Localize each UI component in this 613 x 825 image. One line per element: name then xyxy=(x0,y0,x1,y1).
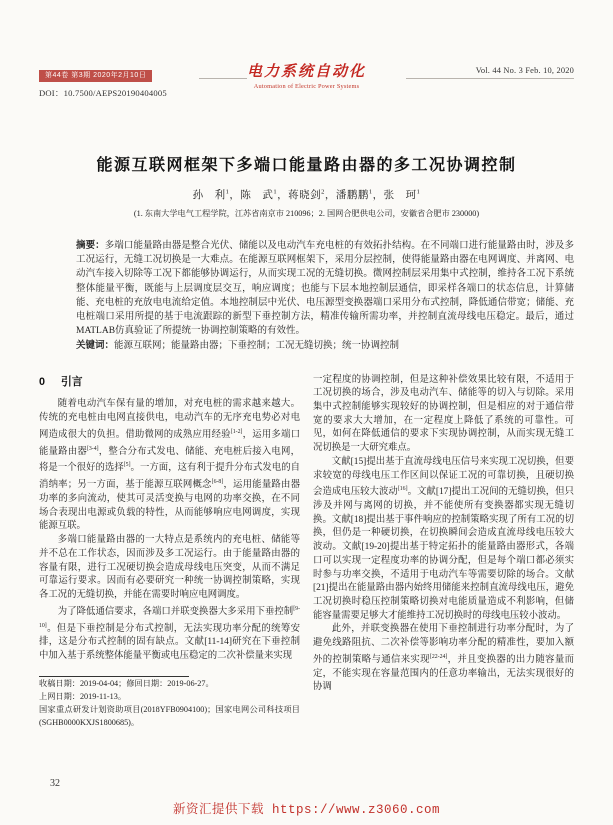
volume-info: Vol. 44 No. 3 Feb. 10, 2020 xyxy=(475,66,574,75)
body-paragraph: 文献[15]提出基于直流母线电压信号来实现工况切换，但要求较宽的母线电压工作区间以保证工况的可靠切换，且硬切换会造成电压较大波动[16]。文献[17]提出工况间的无缝切换，但只涉及并网与离网的切换，并不能使所有变换器都实现无缝切换。文献[18]提出基于事件响应的控制策略实现了所有工况的切换，但仍是一种硬切换，在切换瞬间会造成直流母线电压较大波动。文献[19-20]提出基于特定拓扑的能量路由器形式，各端口可以实现一定程度功率的协调分配，但是每个端口都必须实时参与功率交换，不适用于电动汽车等需要切除的场合。文献[21]提出在能量路由器内始终用储能来控制直流母线电压，避免工况切换时稳压控制策略切换对电能质量造成不利影响，但储能容量需要足够大才能维持工况切换时的母线电压较小波动。 xyxy=(313,456,574,621)
body-paragraph: 此外，并联变换器在使用下垂控制进行功率分配时，为了避免线路阻抗、二次补偿等影响功率分配的精准性，要加入额外的控制策略与通信来实现[22-24]，并且变换器的出力随容量而定，不能实现在容量范围内的任意功率输出，无法实现很好的协调 xyxy=(313,624,574,693)
abstract-label: 摘要： xyxy=(76,240,105,251)
abstract-block xyxy=(76,239,574,338)
body-paragraph: 一定程度的协调控制，但是这种补偿效果比较有限，不适用于工况切换的场合，涉及电动汽车、储能等的切入与切除。采用集中式控制能够实现较好的协调控制，但是相应的对于通信带宽的要求大大增加，在一定程度上降低了系统的可靠性。可见，如何在降低通信的要求下实现协调控制，从而实现无缝工况切换是一大研究难点。 xyxy=(313,374,574,454)
authors-line: 孙 利$^1$，陈 武$^1$，蒋晓剑$^2$，潘鹏鹏$^1$，张 珂$^1$ xyxy=(192,188,421,201)
section-heading-introduction xyxy=(39,376,300,390)
affiliation-line: (1. 东南大学电气工程学院，江苏省南京市 210096；2. 国网合肥供电公司，安徽省合肥市 230000) xyxy=(133,209,480,218)
page-number: 32 xyxy=(50,778,60,789)
header-rule-left xyxy=(199,78,247,79)
abstract-text: 多端口能量路由器是整合光伏、储能以及电动汽车充电桩的有效拓扑结构。在不同端口进行能量路由时，涉及多工况运行，无缝工况切换是一大难点。在能源互联网框架下，采用分层控制，使得能量路由器在电网调度、并离网、电动汽车接入切除等工况下都能够协调运行，从而实现工况的无缝切换。微网控制层采用集中式控制，维持各工况下系统整体能量平衡，既能与上层调度层交互，响应调度；也能与下层本地控制层通信，即采样各端口的状态信息，计算储能、充电桩的充放电电流给定值。本地控制层中光伏、电压源型变换器端口采用分布式控制，降低通信带宽；储能、充电桩端口采用所提的基于电流跟踪的新型下垂控制方法，精准传输所需功率，并控制直流母线电压稳定。最后，通过MATLAB仿真验证了所提统一协调控制策略的有效性。 xyxy=(76,241,574,337)
journal-name-en: Automation of Electric Power Systems xyxy=(253,82,360,90)
watermark-text: 新资汇提供下载 xyxy=(172,803,264,817)
section-number: 0 xyxy=(39,375,46,388)
watermark-banner xyxy=(0,799,613,817)
footnote-received-dates: 收稿日期：2019-04-04；修回日期：2019-06-27。 xyxy=(39,678,214,688)
journal-header xyxy=(39,64,574,108)
right-column xyxy=(313,374,574,729)
section-title: 引言 xyxy=(61,375,83,388)
body-paragraph: 为了降低通信要求，各端口并联变换器大多采用下垂控制[9-10]。但是下垂控制是分布式控制，无法实现功率分配的统筹安排，这是分布式控制的固有缺点。文献[11-14]研究在下垂控制中加入基于系统整体能量平衡或电压稳定的二次补偿量来实现 xyxy=(39,605,300,662)
body-columns xyxy=(39,374,574,729)
left-column xyxy=(39,374,300,729)
body-paragraph: 随着电动汽车保有量的增加，对充电桩的需求越来越大。传统的充电桩由电网直接供电，电动汽车的无序充电势必对电网造成很大的负担。借助微网的成熟应用经验[1-2]，运用多端口能量路由器[3-4]，整合分布式发电、储能、充电桩后接入电网，将是一个很好的选择[5]。一方面，这有利于提升分布式发电的自消纳率；另一方面，基于能源互联网概念[6-8]，运用能量路由器功率的多向流动，使其可灵活变换与电网的功率交换，在不同场合表现出电源或负载的特性，从而能够响应电网调度，实现能源互联。 xyxy=(39,399,300,532)
doi-text: DOI：10.7500/AEPS20190404005 xyxy=(39,88,167,98)
watermark-link[interactable]: https://www.z3060.com xyxy=(272,803,441,817)
header-rule-right xyxy=(406,78,574,79)
footnote-online-date: 上网日期：2019-11-13。 xyxy=(39,691,127,701)
body-paragraph: 多端口能量路由器的一大特点是系统内的充电桩、储能等并不总在工作状态，因而涉及多工况运行。由于能量路由器的容量有限，进行工况硬切换会造成母线电压突变，从而不满足可靠运行要求。因而有必要研究一种统一协调控制策略，实现各工况的无缝切换，并能在需要时响应电网调度。 xyxy=(39,535,300,600)
journal-logo xyxy=(247,64,366,90)
footnote-funding: 国家重点研发计划资助项目(2018YFB0904100)；国家电网公司科技项目(SGHB0000KXJS1800685)。 xyxy=(39,704,300,727)
journal-name-cn: 电力系统自动化 xyxy=(246,64,367,80)
issue-badge: 第44卷 第3期 2020年2月10日 xyxy=(39,70,152,82)
keywords-block xyxy=(76,339,574,353)
paper-title: 能源互联网框架下多端口能量路由器的多工况协调控制 xyxy=(96,157,517,174)
keywords-text: 能源互联网；能量路由器；下垂控制；工况无缝切换；统一协调控制 xyxy=(114,341,400,352)
keywords-label: 关键词： xyxy=(76,340,115,352)
footnote-block xyxy=(39,676,300,729)
